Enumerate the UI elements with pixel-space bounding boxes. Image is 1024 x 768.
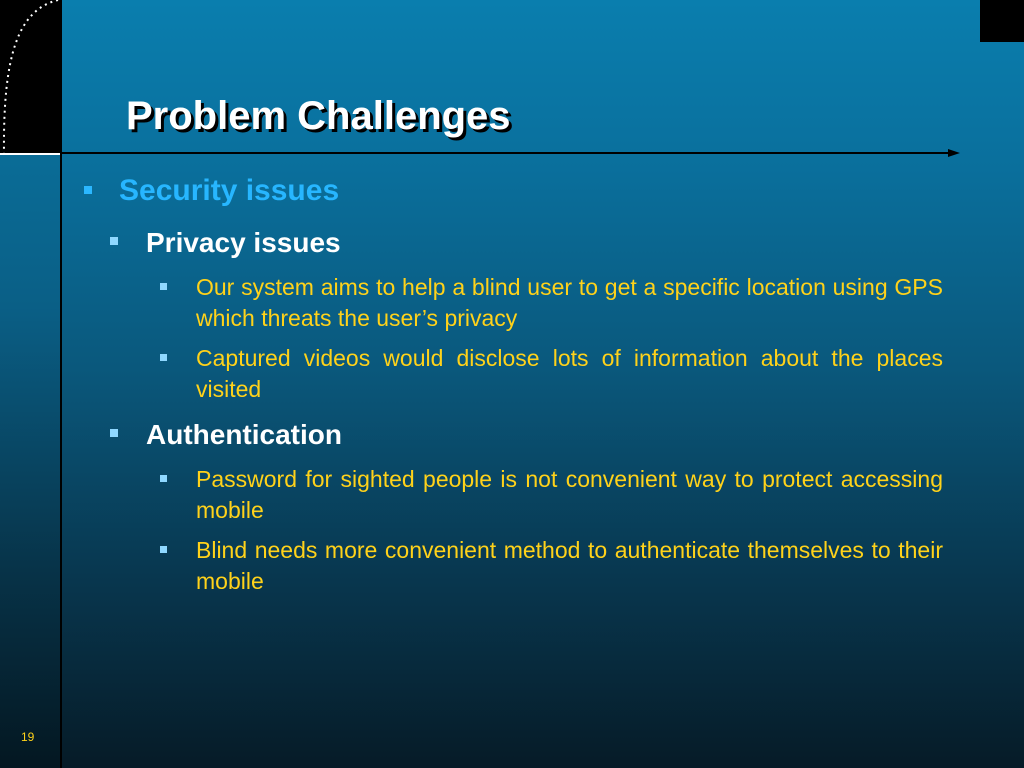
authentication-point-1: Password for sighted people is not convenient way to protect accessing mobile [196, 466, 943, 523]
bullet-square-icon [84, 186, 92, 194]
security-issues-label: Security issues [119, 174, 340, 207]
bullet-square-icon [110, 429, 118, 437]
bullet-square-icon [160, 546, 167, 553]
corner-box [980, 0, 1024, 42]
slide-title: Problem Challenges [126, 94, 511, 138]
privacy-issues-label: Privacy issues [146, 227, 341, 258]
bullet-square-icon [160, 283, 167, 290]
left-white-line [0, 153, 60, 155]
title-underline-arrow [60, 146, 970, 160]
bullet-square-icon [160, 354, 167, 361]
bullet-square-icon [110, 237, 118, 245]
authentication-label: Authentication [146, 419, 342, 450]
vertical-rule [60, 0, 62, 768]
authentication-point-2: Blind needs more convenient method to authenticate themselves to their mobile [196, 537, 943, 594]
privacy-point-1: Our system aims to help a blind user to get a specific location using GPS which threats the user’s privacy [196, 274, 943, 331]
page-number: 19 [21, 730, 35, 744]
dotted-arc-decoration [0, 0, 60, 153]
privacy-point-2: Captured videos would disclose lots of information about the places visited [196, 345, 943, 402]
bullet-square-icon [160, 475, 167, 482]
